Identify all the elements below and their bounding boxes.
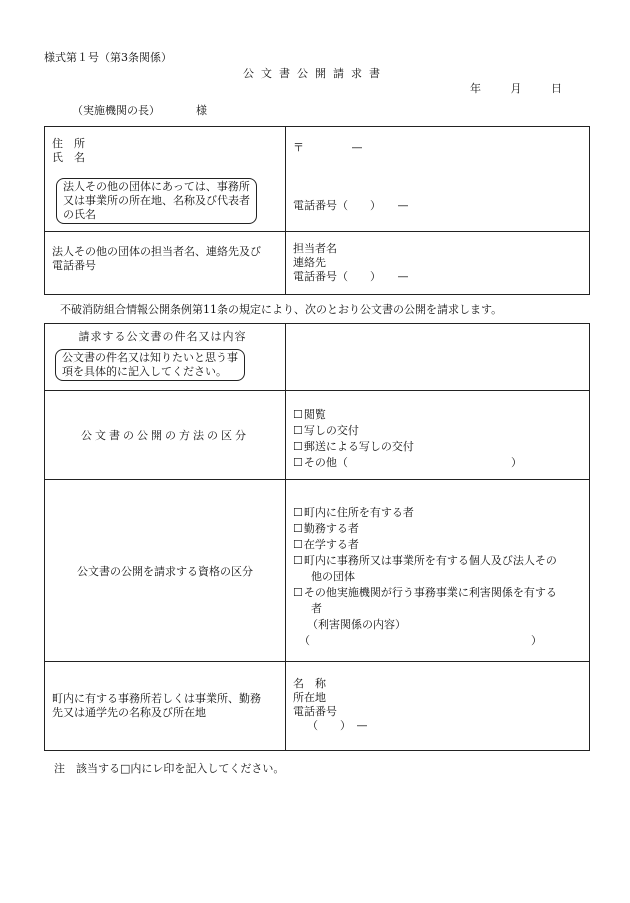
subject-label: 請求する公文書の件名又は内容 — [78, 330, 247, 343]
subject-note — [55, 349, 245, 381]
qualification-option[interactable]: ☐町内に住所を有する者 — [293, 506, 414, 519]
subject-note-line: 項を具体的に記入してください。 — [62, 365, 227, 378]
method-option[interactable]: ☐閲覧 — [293, 408, 326, 421]
requester-input-cell[interactable] — [286, 127, 590, 232]
qualification-label-cell — [45, 480, 286, 662]
checkbox-icon[interactable]: ☐ — [293, 586, 303, 599]
checkbox-icon[interactable]: ☐ — [293, 554, 303, 567]
checkbox-icon[interactable]: ☐ — [293, 408, 303, 421]
contact-label-cell — [45, 232, 286, 295]
person-label[interactable]: 担当者名 — [293, 242, 337, 255]
checkbox-icon[interactable]: ☐ — [293, 440, 303, 453]
intro-text: 不破消防組合情報公開条例第11条の規定により、次のとおり公文書の公開を請求します。 — [60, 303, 503, 316]
workplace-label-cell — [45, 662, 286, 751]
other-close-paren: ） — [511, 456, 522, 469]
workplace-label-line: 先又は通学先の名称及び所在地 — [52, 706, 206, 719]
postal-dash: — — [351, 141, 363, 154]
checkbox-icon[interactable]: ☐ — [293, 506, 303, 519]
workplace-name-label[interactable]: 名 称 — [293, 677, 326, 690]
date-year: 年 — [470, 82, 481, 95]
checkbox-icon[interactable]: ☐ — [293, 522, 303, 535]
workplace-label-line: 町内に有する事務所若しくは事業所、勤務 — [52, 692, 261, 705]
corporate-note-line: 法人その他の団体にあっては、事務所 — [63, 180, 250, 193]
contact-label-line: 電話番号 — [52, 259, 96, 272]
contact-label-line: 法人その他の団体の担当者名、連絡先及び — [52, 245, 261, 258]
method-label: 公文書の公開の方法の区分 — [81, 429, 249, 442]
address-label: 住 所 — [52, 137, 85, 150]
method-option[interactable]: ☐写しの交付 — [293, 424, 359, 437]
addressee-name: （実施機関の長） — [72, 104, 160, 117]
subject-note-line: 公文書の件名又は知りたいと思う事 — [62, 351, 238, 364]
qualification-option-cont: 他の団体 — [311, 570, 355, 583]
requester-phone-field[interactable]: 電話番号（ ） — — [293, 199, 409, 212]
subject-label-cell — [45, 324, 286, 391]
contact-input-cell[interactable] — [286, 232, 590, 295]
qualification-option[interactable]: ☐町内に事務所又は事業所を有する個人及び法人その — [293, 554, 557, 567]
workplace-input-cell[interactable] — [286, 662, 590, 751]
workplace-location-label[interactable]: 所在地 — [293, 691, 326, 704]
subject-input-cell[interactable] — [286, 324, 590, 391]
contact-label[interactable]: 連絡先 — [293, 256, 326, 269]
qualification-label: 公文書の公開を請求する資格の区分 — [77, 564, 253, 578]
request-table — [44, 323, 590, 751]
workplace-phone-field[interactable]: （ ） — — [307, 719, 368, 732]
corporate-note-line: 又は事業所の所在地、名称及び代表者 — [63, 194, 250, 207]
requester-label-cell — [45, 127, 286, 232]
page-title: 公文書公開請求書 — [243, 67, 387, 80]
qualification-option[interactable]: ☐在学する者 — [293, 538, 359, 551]
corporate-note — [56, 178, 257, 224]
postal-mark: 〒 — [293, 141, 304, 154]
qualification-option[interactable]: ☐その他実施機関が行う事務事業に利害関係を有する — [293, 586, 557, 599]
interest-label: （利害関係の内容） — [307, 618, 406, 631]
footer-note: 注 該当する□内にレ印を記入してください。 — [54, 762, 285, 775]
qualification-option[interactable]: ☐勤務する者 — [293, 522, 359, 535]
date-month: 月 — [510, 82, 522, 95]
checkbox-icon[interactable]: ☐ — [293, 538, 303, 551]
date-line — [444, 82, 562, 96]
qualification-options-cell — [286, 480, 590, 662]
date-day: 日 — [551, 82, 562, 95]
addressee-suffix: 様 — [196, 104, 207, 117]
qualification-option-cont: 者 — [311, 602, 322, 615]
method-label-cell — [45, 391, 286, 480]
checkbox-icon[interactable]: ☐ — [293, 424, 303, 437]
interest-close-paren: ） — [531, 634, 542, 647]
interest-field[interactable]: （ ） — [299, 634, 542, 647]
name-label: 氏 名 — [52, 151, 85, 164]
checkbox-icon[interactable]: ☐ — [293, 456, 303, 469]
contact-phone-field[interactable]: 電話番号（ ） — — [293, 270, 409, 283]
method-option-other[interactable]: ☐その他（ ） — [293, 456, 522, 469]
corporate-note-line: の氏名 — [63, 208, 96, 221]
addressee — [72, 104, 207, 118]
postal-code-field[interactable] — [293, 141, 589, 155]
workplace-phone-label[interactable]: 電話番号 — [293, 705, 337, 718]
form-number: 様式第１号（第3条関係） — [44, 51, 172, 64]
method-option[interactable]: ☐郵送による写しの交付 — [293, 440, 414, 453]
method-options-cell — [286, 391, 590, 480]
requester-table — [44, 126, 590, 295]
